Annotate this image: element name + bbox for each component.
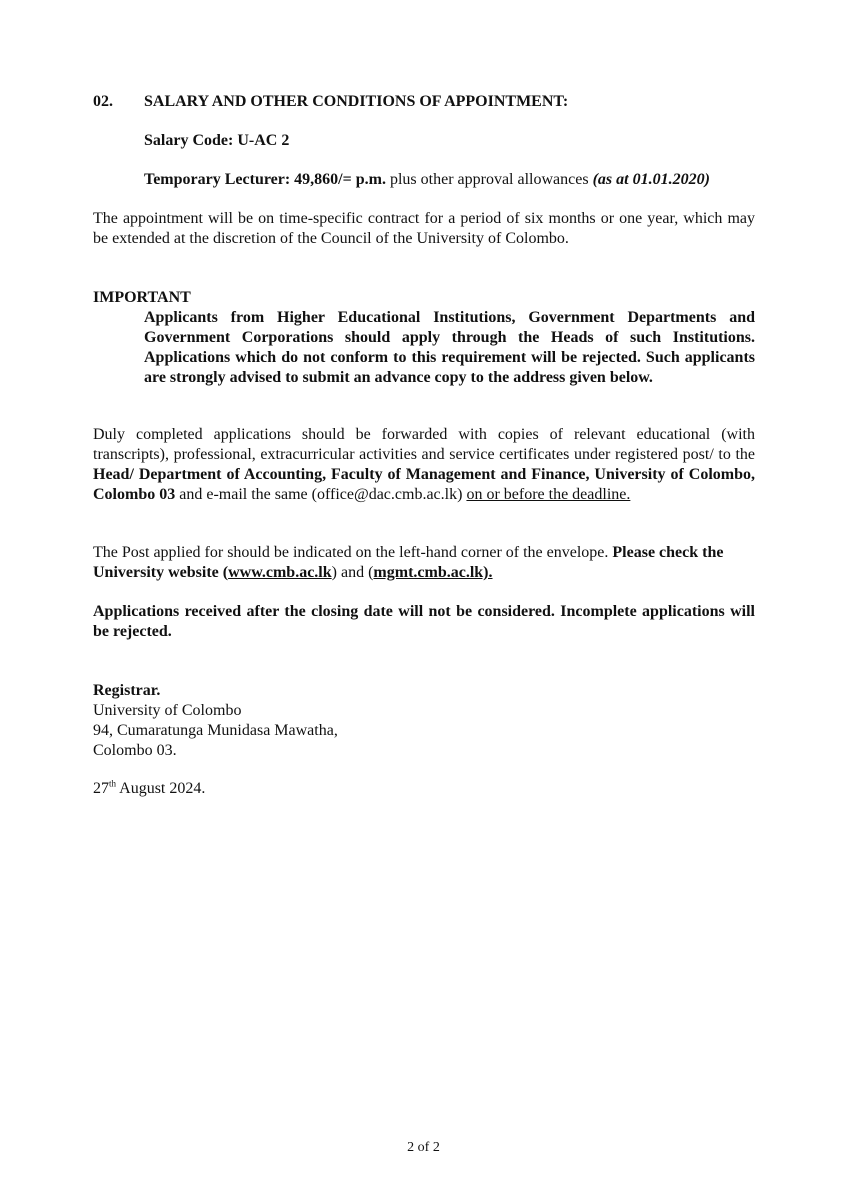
page-number: 2 of 2	[407, 1140, 440, 1155]
submission-text-2: and e-mail the same (office@dac.cmb.ac.lk)	[175, 486, 467, 503]
important-paragraph: Applicants from Higher Educational Institutions, Government Departments and Government Corporations should apply through the Heads of such Institutions. Applications which do not conform to this requirement will be rejected. Such applicants are strongly advised to submit an advance copy to the address given below.	[144, 309, 755, 386]
website-link-cmb[interactable]: www.cmb.ac.lk	[228, 564, 332, 581]
salary-post-amount: Temporary Lecturer: 49,860/= p.m.	[144, 171, 386, 188]
post-note-paragraph	[93, 543, 755, 583]
submission-deadline: on or before the deadline.	[466, 486, 631, 503]
signature-block	[93, 681, 755, 761]
date-rest: August 2024.	[116, 780, 206, 797]
appointment-paragraph: The appointment will be on time-specific contract for a period of six months or one year, which may be extended at the discretion of the Council of the University of Colombo.	[93, 210, 755, 247]
section-number: 02.	[93, 93, 113, 110]
signature-line-2: 94, Cumaratunga Munidasa Mawatha,	[93, 722, 338, 739]
post-note-text: The Post applied for should be indicated on the left-hand corner of the envelope.	[93, 544, 613, 561]
important-heading: IMPORTANT	[93, 289, 191, 306]
salary-code: Salary Code: U-AC 2	[144, 132, 290, 149]
date-suffix: th	[109, 778, 117, 789]
post-note-mid: ) and (	[331, 564, 374, 581]
signature-line-1: University of Colombo	[93, 702, 242, 719]
section-title: SALARY AND OTHER CONDITIONS OF APPOINTMENT:	[144, 93, 569, 110]
closing-note: Applications received after the closing date will not be considered. Incomplete applications will be rejected.	[93, 603, 755, 640]
date-day: 27	[93, 780, 109, 797]
salary-as-at: (as at 01.01.2020)	[592, 171, 710, 188]
signature-line-3: Colombo 03.	[93, 742, 177, 759]
signature-title: Registrar.	[93, 682, 161, 699]
document-date	[93, 779, 755, 799]
salary-plus-text: plus other approval allowances	[385, 171, 593, 188]
section-heading	[93, 92, 755, 112]
submission-paragraph	[93, 425, 755, 505]
website-link-mgmt[interactable]: mgmt.cmb.ac.lk).	[373, 564, 493, 581]
submission-address: Head/ Department of Accounting, Faculty of Management and Finance, University of Colombo, Colombo 03	[93, 466, 755, 503]
submission-text-1: Duly completed applications should be forwarded with copies of relevant educational (with transcripts), professional, extracurricular activities and service certificates under registered post/ to the	[93, 426, 755, 463]
salary-line	[144, 170, 755, 190]
post-note-check: Please check the University website (	[93, 544, 724, 581]
